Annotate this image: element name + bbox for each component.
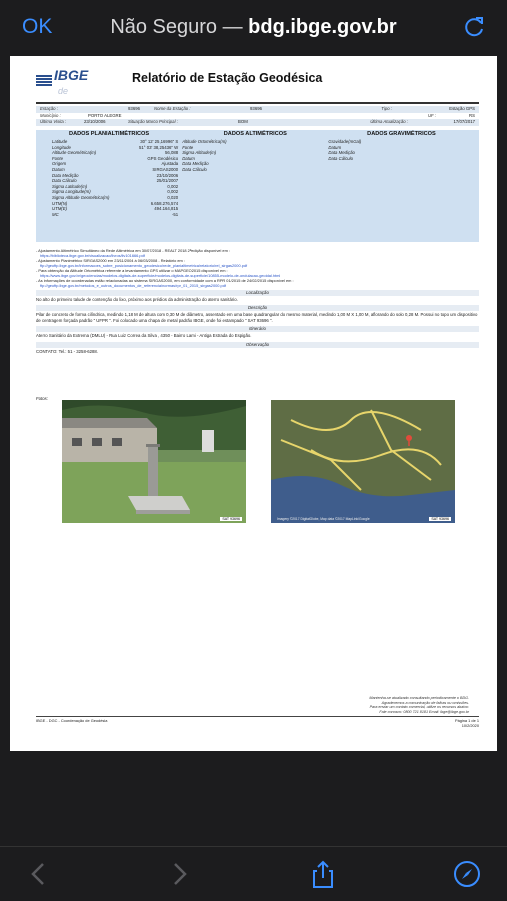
browser-bottom-bar [0, 846, 507, 901]
footer-left: IBGE - DGC - Coordenação de Geodésia [36, 718, 108, 723]
note-link[interactable]: ftp://geoftp.ibge.gov.br/metodos_e_outros_documentos_de_referencia/normas/rpr_01_2015_sirgas2000.pdf [40, 282, 226, 288]
planialtimetric-key: Sigma Latitude(m) [52, 183, 88, 189]
last-visit-value: 23/10/2006 [84, 119, 106, 125]
planialtimetric-value: 0,002 [167, 189, 179, 195]
note-link[interactable]: https://www.ibge.gov.br/geociencias/modelos-digitais-de-superficie/modelos-digitais-de-superficie/10855-modelo-de-ondulacao-geoidal.html [40, 272, 281, 278]
meta-row-visita [36, 119, 479, 126]
altimetric-row-key: Fonte [182, 144, 194, 150]
municipio-value: PORTO ALEGRE [88, 112, 122, 118]
footer-note-line: Fale conosco: 0800 721 8181 Email: ibge@ibge.gov.br [379, 709, 469, 714]
map-credit: Imagery ©2017 DigitalGlobe, Map data ©2017 MapLink/Google [277, 517, 370, 521]
station-meta [36, 106, 479, 126]
planialtimetric-value: 56,088 [165, 150, 179, 156]
footer-note-line: Mantenha-se atualizado consultando periodicamente o BDG. [369, 696, 469, 700]
station-value: 93696 [128, 106, 140, 112]
gravimetric-heading: DADOS GRAVIMÉTRICOS [367, 130, 436, 137]
itinerary-text: Aterro Sanitário da Extrema (DMLU) - Rua Luiz Correa da Silva , 4350 - Bairro Lami - Antiga Estrada do Espigão. [36, 333, 252, 339]
footer-note-line: Para enviar um contato comercial, utilize os recursos abaixo: [369, 705, 469, 710]
description-heading: Descrição [36, 305, 479, 311]
header-rule [36, 102, 479, 104]
report-header [36, 66, 479, 102]
report-document [36, 66, 479, 355]
observation-heading: Observação [36, 342, 479, 348]
uf-value: RS [469, 112, 475, 118]
last-update-value: 17/07/2017 [453, 119, 475, 125]
itinerary-heading: Itinerário [36, 326, 479, 332]
security-label: Não Seguro — [110, 16, 249, 38]
forward-icon[interactable] [164, 859, 194, 889]
altimetric-row-key: Datum [182, 155, 195, 161]
planialtimetric-value: SIRGAS2000 [152, 167, 179, 173]
planialtimetric-key: MC [52, 211, 59, 217]
url-host: bdg.ibge.gov.br [248, 16, 397, 38]
ok-button[interactable]: OK [22, 15, 53, 38]
footer-note-line: Agradecemos a comunicação de falhas ou omissões. [381, 700, 469, 705]
report-title: Relatório de Estação Geodésica [132, 71, 323, 85]
planialtimetric-column [36, 132, 182, 240]
gravimetric-row-key: Data Medição [328, 150, 355, 156]
reload-icon[interactable] [461, 14, 487, 40]
planialtimetric-key: Data Medição [52, 172, 79, 178]
planialtimetric-value: Ajustada [161, 161, 179, 167]
type-label: Tipo : [381, 106, 392, 112]
browser-top-bar [0, 0, 507, 56]
altimetric-row-key: Data Cálculo [182, 167, 207, 173]
note-link[interactable]: https://biblioteca.ibge.gov.br/visualizacao/livros/liv101666.pdf [40, 252, 145, 258]
planialtimetric-key: Origem [52, 161, 67, 167]
back-icon[interactable] [24, 859, 54, 889]
gravimetric-row [328, 156, 474, 162]
last-update-label: Última Atualização : [370, 119, 408, 125]
note-link[interactable]: ftp://geoftp.ibge.gov.br/informacoes_sobre_posicionamento_geodesico/rede_planialtimetrica/relatorio/rel_sirgas2000.pdf [40, 262, 248, 268]
map-tag: SAT 93696 [431, 517, 449, 521]
share-icon[interactable] [308, 859, 338, 889]
planialtimetric-value: 0,020 [167, 195, 179, 201]
planialtimetric-key: Altitude Geométrica(m) [52, 150, 97, 156]
page-footer [36, 716, 479, 728]
pdf-page [10, 56, 497, 751]
altimetric-row-key: Data Medição [182, 161, 209, 167]
note-text: - Ajustamento Planimétrico SIRGAS2000 em 23/11/2004 à 06/03/2008 - Relatório em : [36, 257, 185, 263]
compass-icon[interactable] [452, 859, 482, 889]
planialtimetric-key: Fonte [52, 155, 63, 161]
planialtimetric-value: -51 [171, 211, 179, 217]
planialtimetric-key: Datum [52, 167, 65, 173]
altimetric-row-key: Sigma Altitude(m) [182, 150, 217, 156]
planialtimetric-row [36, 212, 182, 218]
data-block [36, 130, 479, 242]
altimetric-column [182, 132, 328, 240]
meta-row-station [36, 106, 479, 113]
planialtimetric-value: 0,002 [167, 183, 179, 189]
planialtimetric-value: 25/01/2007 [156, 178, 179, 184]
situation-value: BOM [238, 119, 248, 125]
photos-label: Fotos: [36, 396, 48, 401]
notes-list [36, 248, 479, 288]
ibge-logo-bars-icon [36, 75, 52, 87]
planialtimetric-value: 23/10/2006 [156, 172, 179, 178]
ibge-logo [36, 67, 116, 98]
note-text: - Ajustamento Altimétrico Simultâneo da Rede Altimétrica em 30/07/2018 - REALT 2018 2ªedição disponível em : [36, 247, 230, 253]
planialtimetric-key: Data Cálculo [52, 178, 77, 184]
logo-subtext: de [58, 86, 69, 96]
gravimetric-row-key: Datum [328, 144, 342, 150]
photo-tag: SAT 93696 [222, 517, 240, 521]
situation-label: Situação Marco Principal : [128, 119, 178, 125]
footer-note [369, 696, 469, 714]
planialtimetric-heading: DADOS PLANIALTIMÉTRICOS [69, 130, 150, 137]
footer-date: 10/2/2020 [461, 723, 479, 728]
gravimetric-column [328, 132, 474, 240]
gravimetric-row-key: Data Cálculo [328, 155, 353, 161]
page-number: Página 1 de 1 [454, 718, 479, 723]
last-visit-label: Última Visita : [40, 119, 67, 125]
uf-label: UF : [427, 112, 436, 118]
planialtimetric-value: 30° 12' 25,16996" S [140, 139, 179, 145]
satellite-map [271, 400, 455, 523]
observation-text: CONTATO: Tel.: 51 - 3258-6288. [36, 348, 99, 354]
planialtimetric-key: UTM(E) [52, 206, 68, 212]
station-name-value: 93696 [250, 106, 262, 112]
planialtimetric-key: Sigma Longitude(m) [52, 189, 91, 195]
station-name-label: Nome da Estação : [154, 106, 191, 112]
planialtimetric-value: 6.658.276,574 [150, 200, 179, 206]
note-text: - As informações de coordenadas estão relacionadas ao sistema SIRGAS2000, em conformidade com a RPR 01/2015 de 24/02/2015 disponível em : [36, 277, 294, 283]
location-heading: Localização [36, 290, 479, 296]
meta-row-municipio [36, 113, 479, 120]
altimetric-row [182, 167, 328, 173]
planialtimetric-value: 51° 03' 38,25436" W [139, 144, 179, 150]
station-photo [62, 400, 246, 523]
planialtimetric-key: UTM(N) [52, 200, 68, 206]
altimetric-heading: DADOS ALTIMÉTRICOS [223, 130, 287, 137]
gravimetric-row-key: Gravidade(mGal) [328, 139, 362, 145]
location-text: No alto do primeiro talude de contenção do lixo, próximo aos prédios da administração do aterro sanitário. [36, 296, 238, 302]
note-text: - Para obtenção da Altitude Ortométrica referente a levantamento GPS utilizar o MAPGEO2015 disponível em : [36, 267, 228, 273]
municipio-label: Município : [40, 112, 61, 118]
planialtimetric-key: Latitude [52, 139, 68, 145]
description-text: Pilar de concreto de forma cilíndrica, medindo 1,18 M de altura com 0,30 M de diâmetro, assentado em uma base quadrangular do mesmo material, medindo 1,00 M X 1,00 M, aflorando do solo 0,28 M. Possui no topo um dispositivo de centragem forçada padrão " UFPR ". Foi colocado uma chapa de metal padrão IBGE, onde foi estampado " SAT 93696 ". [36, 312, 478, 323]
altimetric-row-key: Altitude Ortométrica(m) [182, 139, 227, 145]
photos-section [36, 394, 479, 524]
logo-text: IBGE [54, 67, 89, 83]
address-bar[interactable] [0, 16, 507, 39]
station-label: Estação : [40, 106, 58, 112]
type-value: Estação GPS [449, 106, 475, 112]
planialtimetric-key: Longitude [52, 144, 71, 150]
planialtimetric-value: 494.164,815 [154, 206, 179, 212]
planialtimetric-key: Sigma Altitude Geométrica(m) [52, 195, 110, 201]
planialtimetric-value: GPS Geodésico [147, 155, 179, 161]
